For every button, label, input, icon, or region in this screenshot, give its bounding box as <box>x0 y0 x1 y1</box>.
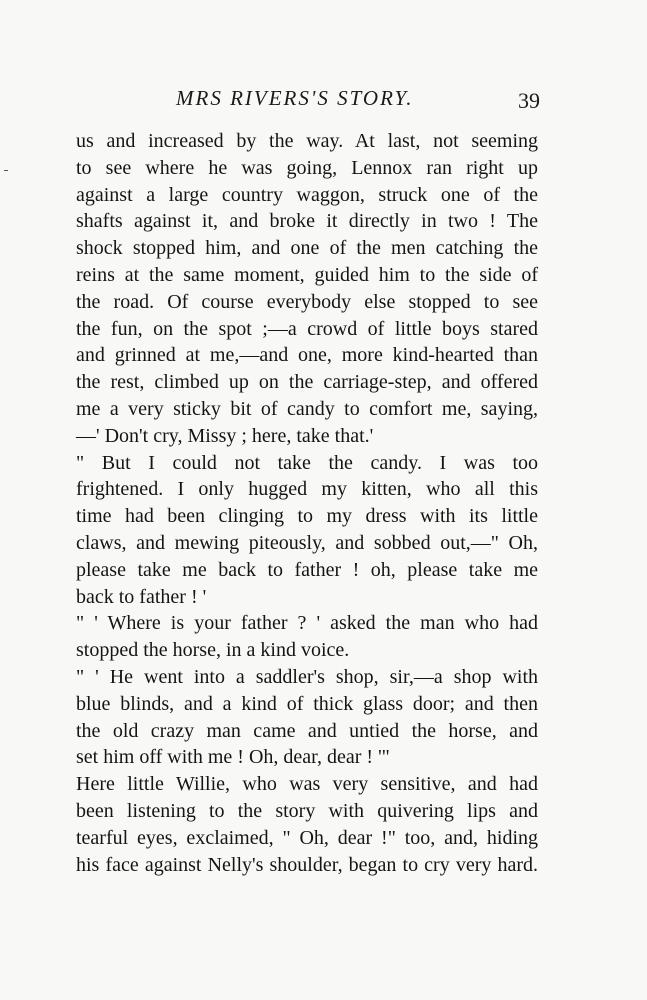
margin-mark <box>4 170 8 171</box>
text-line: the old crazy man came and untied the horse, and <box>76 719 538 742</box>
text-line: time had been clinging to my dress with its little <box>76 505 538 528</box>
page-number: 39 <box>518 88 540 113</box>
text-line: us and increased by the way. At last, not seeming <box>76 130 538 152</box>
text-line: his face against Nelly's shoulder, began to cry very hard. <box>76 853 538 876</box>
text-line: " ' Where is your father ? ' asked the man who had <box>76 612 538 635</box>
body-text <box>76 128 538 878</box>
text-line: stopped the horse, in a kind voice. <box>76 639 350 662</box>
text-line: please take me back to father ! oh, please take me <box>76 558 538 581</box>
text-line: shock stopped him, and one of the men catching the <box>76 237 538 260</box>
text-line: the rest, climbed up on the carriage-step, and offered <box>76 371 538 394</box>
text-line: reins at the same moment, guided him to the side of <box>76 263 538 286</box>
text-line: tearful eyes, exclaimed, " Oh, dear !" too, and, hiding <box>76 826 538 849</box>
text-line: the road. Of course everybody else stopped to see <box>76 290 538 313</box>
text-line: back to father ! ' <box>76 585 207 608</box>
text-line: Here little Willie, who was very sensitive, and had <box>76 773 538 796</box>
text-line: " ' He went into a saddler's shop, sir,—a shop with <box>76 665 538 688</box>
text-line: shafts against it, and broke it directly in two ! The <box>76 210 538 233</box>
text-line: claws, and mewing piteously, and sobbed out,—" Oh, <box>76 531 538 554</box>
text-line: me a very sticky bit of candy to comfort me, saying, <box>76 397 538 420</box>
text-line: frightened. I only hugged my kitten, who all this <box>76 478 538 501</box>
text-line: " But I could not take the candy. I was too <box>76 451 538 474</box>
text-line: set him off with me ! Oh, dear, dear ! '" <box>76 746 390 769</box>
text-line: the fun, on the spot ;—a crowd of little boys stared <box>76 317 538 340</box>
text-line: to see where he was going, Lennox ran right up <box>76 156 538 179</box>
running-title: MRS RIVERS'S STORY. <box>176 86 414 110</box>
text-line: blue blinds, and a kind of thick glass door; and then <box>76 692 538 715</box>
text-line: —' Don't cry, Missy ; here, take that.' <box>76 424 374 447</box>
text-line: been listening to the story with quivering lips and <box>76 799 538 822</box>
text-line: and grinned at me,—and one, more kind-hearted than <box>76 344 538 367</box>
text-line: against a large country waggon, struck one of the <box>76 183 538 206</box>
